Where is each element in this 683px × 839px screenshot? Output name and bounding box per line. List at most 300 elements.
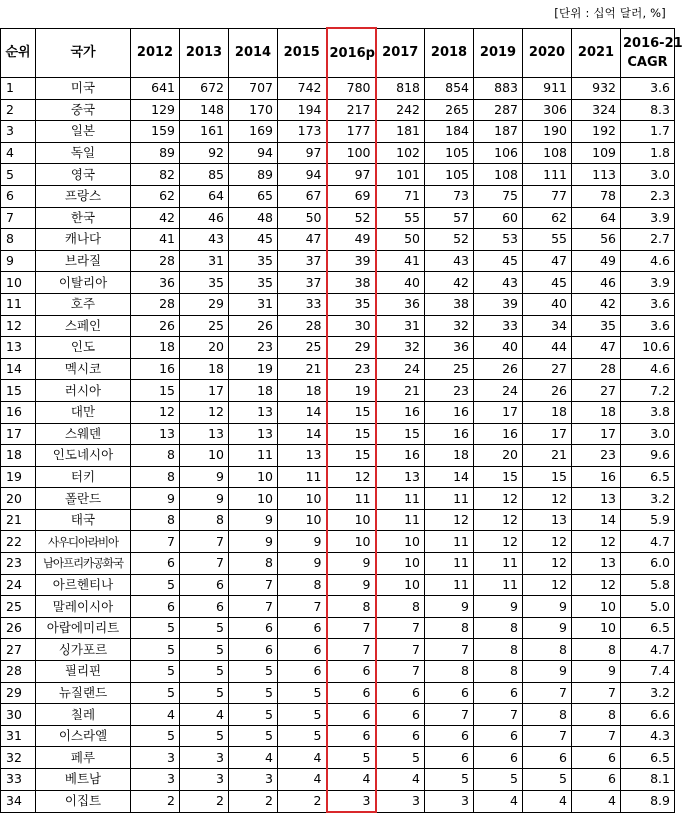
value-cell: 9 — [229, 531, 278, 553]
value-cell: 12 — [523, 531, 572, 553]
value-cell: 11 — [278, 466, 327, 488]
rank-cell: 15 — [1, 380, 36, 402]
value-cell: 10 — [278, 488, 327, 510]
value-cell: 92 — [180, 142, 229, 164]
value-cell-highlighted: 15 — [327, 401, 376, 423]
value-cell: 15 — [376, 423, 425, 445]
value-cell: 35 — [180, 272, 229, 294]
value-cell: 9 — [131, 488, 180, 510]
value-cell: 18 — [131, 337, 180, 359]
rank-cell: 16 — [1, 401, 36, 423]
value-cell: 67 — [278, 185, 327, 207]
value-cell-highlighted: 30 — [327, 315, 376, 337]
header-year: 2015 — [278, 28, 327, 78]
value-cell: 10 — [376, 574, 425, 596]
value-cell: 7 — [376, 617, 425, 639]
value-cell-highlighted: 97 — [327, 164, 376, 186]
value-cell: 47 — [572, 337, 621, 359]
value-cell: 14 — [425, 466, 474, 488]
value-cell: 28 — [131, 293, 180, 315]
table-row — [1, 358, 675, 380]
table-body — [1, 78, 675, 813]
value-cell: 106 — [474, 142, 523, 164]
table-row — [1, 229, 675, 251]
value-cell: 5 — [278, 725, 327, 747]
value-cell: 8 — [474, 617, 523, 639]
table-row — [1, 142, 675, 164]
value-cell: 287 — [474, 99, 523, 121]
value-cell: 11 — [229, 445, 278, 467]
rank-cell: 17 — [1, 423, 36, 445]
value-cell: 2 — [229, 790, 278, 812]
table-row — [1, 553, 675, 575]
country-cell: 이집트 — [36, 790, 131, 812]
value-cell: 7 — [572, 725, 621, 747]
value-cell: 13 — [376, 466, 425, 488]
value-cell: 8 — [474, 639, 523, 661]
header-year: 2014 — [229, 28, 278, 78]
value-cell: 10 — [229, 488, 278, 510]
value-cell: 16 — [474, 423, 523, 445]
value-cell: 6 — [180, 574, 229, 596]
country-cell: 한국 — [36, 207, 131, 229]
value-cell: 8 — [180, 509, 229, 531]
value-cell: 707 — [229, 78, 278, 100]
value-cell: 5 — [180, 725, 229, 747]
value-cell: 21 — [376, 380, 425, 402]
value-cell: 5 — [229, 725, 278, 747]
rank-cell: 30 — [1, 704, 36, 726]
value-cell: 26 — [523, 380, 572, 402]
cagr-cell: 3.2 — [621, 488, 675, 510]
value-cell-highlighted: 7 — [327, 617, 376, 639]
header-cagr — [621, 28, 683, 78]
header-year: 2021 — [572, 28, 621, 78]
value-cell: 23 — [229, 337, 278, 359]
value-cell: 60 — [474, 207, 523, 229]
value-cell: 105 — [425, 142, 474, 164]
value-cell: 50 — [278, 207, 327, 229]
value-cell-highlighted: 177 — [327, 121, 376, 143]
value-cell: 52 — [425, 229, 474, 251]
market-size-table — [0, 27, 683, 813]
value-cell: 24 — [474, 380, 523, 402]
value-cell: 47 — [523, 250, 572, 272]
header-year: 2018 — [425, 28, 474, 78]
value-cell: 4 — [572, 790, 621, 812]
value-cell: 82 — [131, 164, 180, 186]
value-cell: 18 — [425, 445, 474, 467]
value-cell: 12 — [572, 531, 621, 553]
country-cell: 독일 — [36, 142, 131, 164]
value-cell: 6 — [131, 596, 180, 618]
rank-cell: 14 — [1, 358, 36, 380]
value-cell: 672 — [180, 78, 229, 100]
rank-cell: 24 — [1, 574, 36, 596]
value-cell: 12 — [425, 509, 474, 531]
value-cell: 6 — [425, 725, 474, 747]
value-cell: 46 — [572, 272, 621, 294]
rank-cell: 23 — [1, 553, 36, 575]
value-cell: 12 — [523, 553, 572, 575]
value-cell: 5 — [180, 617, 229, 639]
value-cell: 17 — [572, 423, 621, 445]
cagr-cell: 3.9 — [621, 207, 675, 229]
value-cell: 36 — [131, 272, 180, 294]
value-cell: 7 — [180, 553, 229, 575]
value-cell: 9 — [425, 596, 474, 618]
table-row — [1, 790, 675, 812]
rank-cell: 7 — [1, 207, 36, 229]
value-cell: 89 — [131, 142, 180, 164]
value-cell: 31 — [180, 250, 229, 272]
value-cell: 108 — [523, 142, 572, 164]
value-cell: 71 — [376, 185, 425, 207]
value-cell: 111 — [523, 164, 572, 186]
value-cell: 20 — [474, 445, 523, 467]
value-cell: 13 — [131, 423, 180, 445]
value-cell: 42 — [131, 207, 180, 229]
header-year-highlighted: 2016p — [327, 28, 376, 78]
value-cell: 18 — [572, 401, 621, 423]
country-cell: 베트남 — [36, 769, 131, 791]
rank-cell: 5 — [1, 164, 36, 186]
value-cell: 6 — [131, 553, 180, 575]
value-cell: 9 — [180, 488, 229, 510]
value-cell: 3 — [425, 790, 474, 812]
value-cell: 8 — [131, 509, 180, 531]
cagr-cell: 5.9 — [621, 509, 675, 531]
rank-cell: 19 — [1, 466, 36, 488]
value-cell: 56 — [572, 229, 621, 251]
value-cell: 6 — [523, 747, 572, 769]
country-cell: 페루 — [36, 747, 131, 769]
value-cell: 43 — [180, 229, 229, 251]
value-cell: 78 — [572, 185, 621, 207]
rank-cell: 10 — [1, 272, 36, 294]
value-cell: 6 — [376, 682, 425, 704]
value-cell: 6 — [572, 769, 621, 791]
value-cell: 192 — [572, 121, 621, 143]
value-cell-highlighted: 8 — [327, 596, 376, 618]
value-cell: 7 — [572, 682, 621, 704]
value-cell: 105 — [425, 164, 474, 186]
value-cell: 16 — [425, 401, 474, 423]
value-cell: 3 — [376, 790, 425, 812]
value-cell: 32 — [425, 315, 474, 337]
table-row — [1, 466, 675, 488]
cagr-cell: 4.7 — [621, 531, 675, 553]
header-row — [1, 28, 675, 78]
value-cell: 7 — [131, 531, 180, 553]
value-cell: 2 — [131, 790, 180, 812]
table-row — [1, 617, 675, 639]
value-cell: 31 — [376, 315, 425, 337]
rank-cell: 21 — [1, 509, 36, 531]
cagr-cell: 9.6 — [621, 445, 675, 467]
value-cell: 6 — [474, 682, 523, 704]
header-year: 2019 — [474, 28, 523, 78]
value-cell: 41 — [131, 229, 180, 251]
value-cell: 5 — [131, 639, 180, 661]
value-cell: 5 — [180, 639, 229, 661]
value-cell: 9 — [180, 466, 229, 488]
value-cell: 33 — [278, 293, 327, 315]
value-cell: 37 — [278, 272, 327, 294]
value-cell: 11 — [425, 553, 474, 575]
value-cell-highlighted: 9 — [327, 574, 376, 596]
country-cell: 프랑스 — [36, 185, 131, 207]
country-cell: 필리핀 — [36, 661, 131, 683]
value-cell: 10 — [572, 596, 621, 618]
rank-cell: 8 — [1, 229, 36, 251]
value-cell: 6 — [278, 639, 327, 661]
rank-cell: 9 — [1, 250, 36, 272]
value-cell: 5 — [131, 574, 180, 596]
rank-cell: 25 — [1, 596, 36, 618]
value-cell: 7 — [474, 704, 523, 726]
table-row — [1, 272, 675, 294]
value-cell: 31 — [229, 293, 278, 315]
value-cell: 5 — [131, 725, 180, 747]
country-cell: 멕시코 — [36, 358, 131, 380]
value-cell: 7 — [425, 639, 474, 661]
table-row — [1, 121, 675, 143]
cagr-cell: 3.2 — [621, 682, 675, 704]
table-row — [1, 596, 675, 618]
cagr-cell: 4.6 — [621, 358, 675, 380]
value-cell: 50 — [376, 229, 425, 251]
country-cell: 일본 — [36, 121, 131, 143]
value-cell: 45 — [474, 250, 523, 272]
value-cell: 10 — [376, 553, 425, 575]
header-cagr-period: 2016-21 — [623, 35, 683, 51]
table-row — [1, 488, 675, 510]
value-cell: 27 — [523, 358, 572, 380]
table-row — [1, 725, 675, 747]
value-cell: 45 — [523, 272, 572, 294]
rank-cell: 31 — [1, 725, 36, 747]
country-cell: 사우디아라비아 — [36, 531, 131, 553]
value-cell: 35 — [229, 250, 278, 272]
value-cell: 8 — [572, 704, 621, 726]
cagr-cell: 2.7 — [621, 229, 675, 251]
value-cell: 173 — [278, 121, 327, 143]
value-cell: 10 — [376, 531, 425, 553]
value-cell: 9 — [278, 553, 327, 575]
value-cell: 12 — [180, 401, 229, 423]
value-cell: 8 — [131, 466, 180, 488]
value-cell: 21 — [278, 358, 327, 380]
value-cell-highlighted: 38 — [327, 272, 376, 294]
value-cell: 49 — [572, 250, 621, 272]
country-cell: 칠레 — [36, 704, 131, 726]
value-cell: 43 — [474, 272, 523, 294]
value-cell: 17 — [523, 423, 572, 445]
value-cell: 12 — [572, 574, 621, 596]
value-cell: 11 — [376, 509, 425, 531]
value-cell: 36 — [425, 337, 474, 359]
value-cell: 11 — [376, 488, 425, 510]
cagr-cell: 6.5 — [621, 747, 675, 769]
value-cell: 65 — [229, 185, 278, 207]
value-cell: 46 — [180, 207, 229, 229]
cagr-cell: 1.8 — [621, 142, 675, 164]
value-cell: 3 — [180, 769, 229, 791]
rank-cell: 27 — [1, 639, 36, 661]
value-cell: 44 — [523, 337, 572, 359]
value-cell: 25 — [278, 337, 327, 359]
value-cell: 85 — [180, 164, 229, 186]
value-cell: 94 — [229, 142, 278, 164]
value-cell: 7 — [278, 596, 327, 618]
cagr-cell: 5.8 — [621, 574, 675, 596]
value-cell: 4 — [278, 769, 327, 791]
value-cell: 742 — [278, 78, 327, 100]
table-row — [1, 531, 675, 553]
value-cell: 9 — [229, 509, 278, 531]
rank-cell: 3 — [1, 121, 36, 143]
cagr-cell: 3.6 — [621, 293, 675, 315]
value-cell: 89 — [229, 164, 278, 186]
rank-cell: 18 — [1, 445, 36, 467]
value-cell: 16 — [572, 466, 621, 488]
value-cell: 4 — [229, 747, 278, 769]
rank-cell: 34 — [1, 790, 36, 812]
value-cell: 5 — [180, 682, 229, 704]
value-cell: 29 — [180, 293, 229, 315]
value-cell: 5 — [180, 661, 229, 683]
country-cell: 스페인 — [36, 315, 131, 337]
value-cell: 13 — [523, 509, 572, 531]
value-cell-highlighted: 6 — [327, 704, 376, 726]
value-cell: 8 — [425, 617, 474, 639]
value-cell: 6 — [180, 596, 229, 618]
value-cell: 9 — [572, 661, 621, 683]
value-cell: 113 — [572, 164, 621, 186]
value-cell: 2 — [278, 790, 327, 812]
value-cell: 9 — [523, 596, 572, 618]
cagr-cell: 5.0 — [621, 596, 675, 618]
value-cell: 161 — [180, 121, 229, 143]
value-cell: 187 — [474, 121, 523, 143]
country-cell: 아랍에미리트 — [36, 617, 131, 639]
country-cell: 중국 — [36, 99, 131, 121]
value-cell: 11 — [425, 531, 474, 553]
value-cell: 6 — [278, 617, 327, 639]
value-cell: 26 — [229, 315, 278, 337]
value-cell: 108 — [474, 164, 523, 186]
value-cell: 9 — [474, 596, 523, 618]
value-cell: 911 — [523, 78, 572, 100]
value-cell: 40 — [523, 293, 572, 315]
value-cell: 26 — [131, 315, 180, 337]
cagr-cell: 3.9 — [621, 272, 675, 294]
value-cell: 5 — [131, 661, 180, 683]
value-cell: 818 — [376, 78, 425, 100]
value-cell: 6 — [474, 725, 523, 747]
value-cell: 35 — [229, 272, 278, 294]
value-cell: 39 — [474, 293, 523, 315]
value-cell: 16 — [376, 445, 425, 467]
value-cell: 169 — [229, 121, 278, 143]
rank-cell: 32 — [1, 747, 36, 769]
value-cell: 190 — [523, 121, 572, 143]
value-cell: 5 — [278, 682, 327, 704]
value-cell: 45 — [229, 229, 278, 251]
cagr-cell: 3.6 — [621, 78, 675, 100]
value-cell: 265 — [425, 99, 474, 121]
table-row — [1, 639, 675, 661]
value-cell: 35 — [572, 315, 621, 337]
value-cell: 101 — [376, 164, 425, 186]
value-cell: 148 — [180, 99, 229, 121]
value-cell: 129 — [131, 99, 180, 121]
value-cell: 41 — [376, 250, 425, 272]
value-cell: 102 — [376, 142, 425, 164]
country-cell: 뉴질랜드 — [36, 682, 131, 704]
value-cell-highlighted: 49 — [327, 229, 376, 251]
value-cell: 5 — [131, 617, 180, 639]
value-cell-highlighted: 11 — [327, 488, 376, 510]
value-cell: 57 — [425, 207, 474, 229]
value-cell-highlighted: 217 — [327, 99, 376, 121]
value-cell: 23 — [572, 445, 621, 467]
rank-cell: 2 — [1, 99, 36, 121]
unit-note: [단위 : 십억 달러, %] — [554, 6, 666, 20]
value-cell: 15 — [474, 466, 523, 488]
value-cell: 97 — [278, 142, 327, 164]
country-cell: 터키 — [36, 466, 131, 488]
cagr-cell: 7.2 — [621, 380, 675, 402]
value-cell: 13 — [572, 488, 621, 510]
value-cell: 4 — [523, 790, 572, 812]
table-row — [1, 682, 675, 704]
value-cell: 13 — [229, 401, 278, 423]
value-cell: 15 — [523, 466, 572, 488]
country-cell: 미국 — [36, 78, 131, 100]
value-cell: 14 — [278, 423, 327, 445]
table-row — [1, 445, 675, 467]
table-row — [1, 423, 675, 445]
value-cell-highlighted: 10 — [327, 509, 376, 531]
value-cell: 8 — [229, 553, 278, 575]
rank-cell: 26 — [1, 617, 36, 639]
value-cell: 6 — [376, 725, 425, 747]
rank-cell: 22 — [1, 531, 36, 553]
value-cell: 9 — [523, 661, 572, 683]
value-cell: 62 — [131, 185, 180, 207]
value-cell: 19 — [229, 358, 278, 380]
value-cell-highlighted: 100 — [327, 142, 376, 164]
value-cell: 109 — [572, 142, 621, 164]
value-cell: 18 — [278, 380, 327, 402]
value-cell: 16 — [425, 423, 474, 445]
table-row — [1, 78, 675, 100]
value-cell: 2 — [180, 790, 229, 812]
value-cell: 7 — [523, 682, 572, 704]
value-cell: 6 — [376, 704, 425, 726]
value-cell: 94 — [278, 164, 327, 186]
value-cell: 11 — [425, 488, 474, 510]
value-cell: 48 — [229, 207, 278, 229]
value-cell: 47 — [278, 229, 327, 251]
value-cell: 13 — [278, 445, 327, 467]
value-cell: 73 — [425, 185, 474, 207]
value-cell: 3 — [131, 769, 180, 791]
value-cell: 7 — [523, 725, 572, 747]
value-cell: 14 — [572, 509, 621, 531]
